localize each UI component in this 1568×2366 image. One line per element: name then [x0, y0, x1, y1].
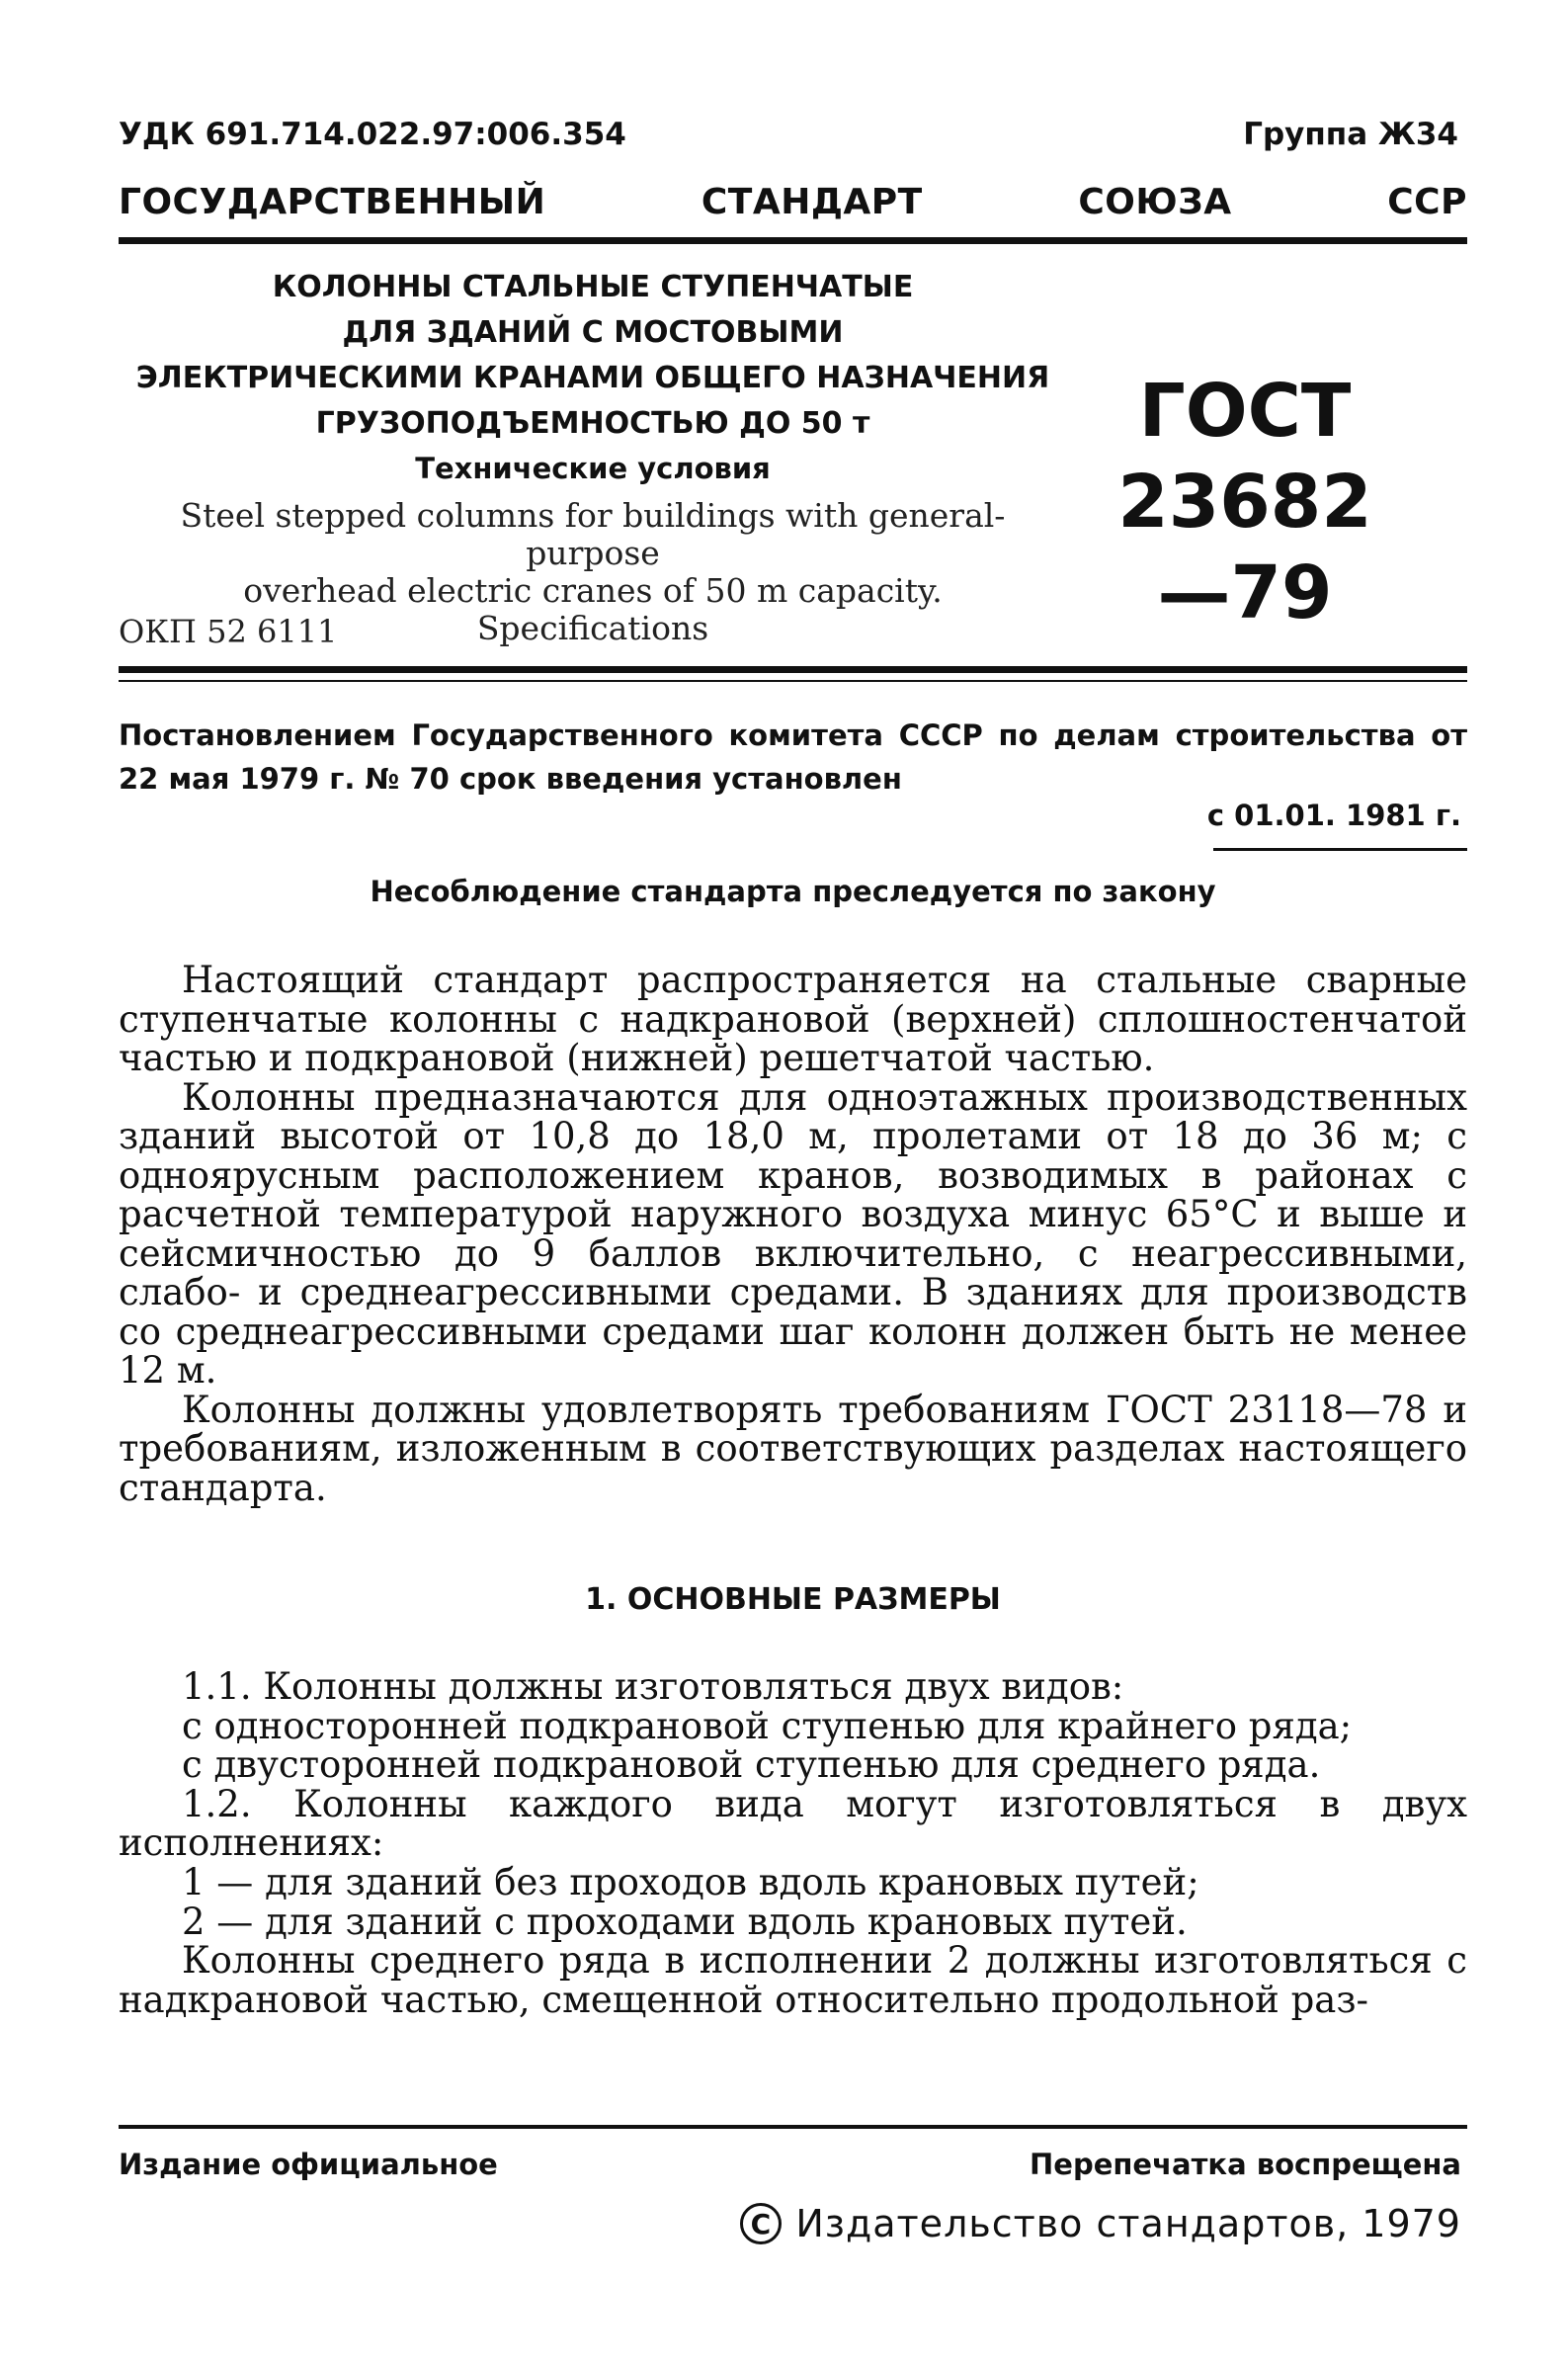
- paragraph: Колонны среднего ряда в исполнении 2 должны изготовляться с надкрановой частью, смещенной относительно продольной раз-: [119, 1939, 1467, 2021]
- english-title-line: Specifications: [476, 609, 709, 647]
- date-underline: [1213, 848, 1467, 851]
- section-heading: 1. ОСНОВНЫЕ РАЗМЕРЫ: [585, 1582, 1001, 1617]
- paragraph: с односторонней подкрановой ступенью для крайнего ряда;: [182, 1704, 1353, 1747]
- english-title-line: overhead electric cranes of 50 m capacity.: [243, 571, 943, 610]
- legal-warning: Несоблюдение стандарта преследуется по закону: [370, 875, 1216, 908]
- title-line: ГРУЗОПОДЪЕМНОСТЬЮ ДО 50 т: [315, 406, 870, 441]
- document-title: [119, 265, 1067, 447]
- english-title-line: Steel stepped columns for buildings with general-purpose: [180, 496, 1006, 572]
- paragraph: Колонны предназначаются для одноэтажных производственных зданий высотой от 10,8 до 18,0 м, пролетами от 18 до 36 м; с одноярусным расположением кранов, возводимых в районах с расчетной температурой наружного воздуха минус 65°С и выше и сейсмичностью до 9 баллов включительно, с неагрессивными, слабо- и среднеагрессивными средами. В зданиях для производств со среднеагрессивными средами шаг колонн должен быть не менее 12 м.: [119, 1075, 1467, 1392]
- paragraph: 1.2. Колонны каждого вида могут изготовляться в двух исполнениях:: [119, 1782, 1467, 1865]
- footer-rule: [119, 2125, 1467, 2129]
- heading-word: СТАНДАРТ: [701, 182, 923, 222]
- okp-code: ОКП 52 6111: [119, 613, 338, 650]
- paragraph: 1 — для зданий без проходов вдоль крановых путей;: [182, 1860, 1199, 1903]
- section-text: [119, 1667, 1467, 2019]
- heading-word: ССР: [1387, 182, 1467, 222]
- title-line: ЭЛЕКТРИЧЕСКИМИ КРАНАМИ ОБЩЕГО НАЗНАЧЕНИЯ: [135, 361, 1050, 395]
- heading-word: ГОСУДАРСТВЕННЫЙ: [119, 182, 546, 222]
- publisher: Издательство стандартов, 1979: [795, 2202, 1461, 2245]
- top-rule: [119, 237, 1467, 244]
- paragraph: Колонны должны удовлетворять требованиям ГОСТ 23118—78 и требованиям, изложенным в соответствующих разделах настоящего стандарта.: [119, 1388, 1467, 1509]
- paragraph: Настоящий стандарт распространяется на стальные сварные ступенчатые колонны с надкрановой (верхней) сплошностенчатой частью и подкрановой (нижней) решетчатой частью.: [119, 959, 1467, 1079]
- document-subtitle: Технические условия: [415, 452, 771, 485]
- gost-number-block: [1087, 366, 1403, 638]
- intro-text: [119, 961, 1467, 1507]
- state-standard-heading: [119, 182, 1467, 222]
- copyright-icon: C: [740, 2203, 782, 2244]
- reprint-notice: Перепечатка воспрещена: [1030, 2148, 1461, 2181]
- paragraph: с двусторонней подкрановой ступенью для среднего ряда.: [182, 1743, 1321, 1787]
- heading-word: СОЮЗА: [1078, 182, 1232, 222]
- title-line: КОЛОННЫ СТАЛЬНЫЕ СТУПЕНЧАТЫЕ: [272, 270, 914, 304]
- paragraph: 1.1. Колонны должны изготовляться двух видов:: [182, 1665, 1124, 1708]
- gost-number: 23682—79: [1117, 460, 1372, 635]
- udk-code: УДК 691.714.022.97:006.354: [119, 117, 626, 152]
- title-line: ДЛЯ ЗДАНИЙ С МОСТОВЫМИ: [342, 315, 844, 350]
- gost-label: ГОСТ: [1138, 369, 1352, 454]
- group-code: Группа Ж34: [1243, 117, 1458, 152]
- decree-text: Постановлением Государственного комитета СССР по делам строительства от 22 мая 1979 г. № 70 срок введения установлен: [119, 718, 1467, 796]
- title-bottom-thin-rule: [119, 680, 1467, 682]
- edition-label: Издание официальное: [119, 2148, 498, 2181]
- paragraph: 2 — для зданий с проходами вдоль крановых путей.: [182, 1900, 1188, 1943]
- title-bottom-rule: [119, 666, 1467, 673]
- decree-date: с 01.01. 1981 г.: [1206, 799, 1461, 832]
- copyright-line: [740, 2202, 1461, 2245]
